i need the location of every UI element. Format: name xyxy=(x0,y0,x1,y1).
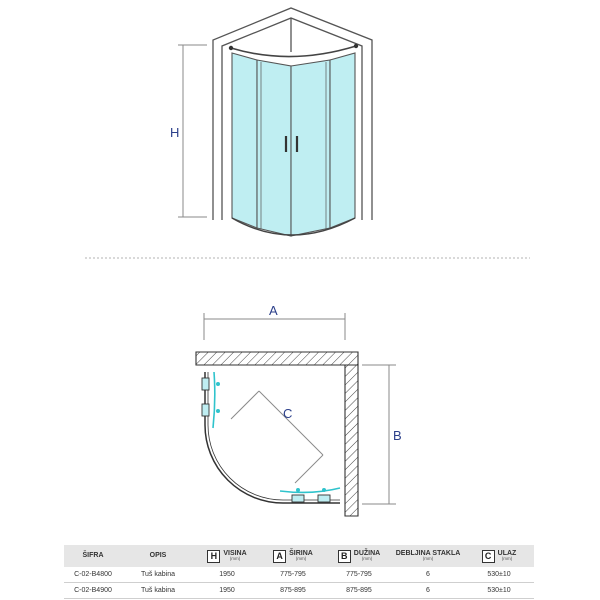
table-header-row xyxy=(64,545,534,567)
col-header-length: B DUŽINA (mm) xyxy=(326,545,392,567)
elevation-view xyxy=(170,8,372,236)
col-header-width: A ŠIRINA (mm) xyxy=(260,545,326,567)
entry-letter-icon: C xyxy=(482,550,495,563)
col-header-height: H VISINA (mm) xyxy=(194,545,260,567)
depth-label: B xyxy=(393,428,402,443)
rail-bracket-left xyxy=(229,46,233,50)
cell-entry: 530±10 xyxy=(464,567,534,583)
col-header-description: OPIS xyxy=(122,545,194,567)
top-rail xyxy=(231,46,356,57)
plan-view xyxy=(196,303,402,516)
height-letter-icon: H xyxy=(207,550,220,563)
glass-panel-left-fixed xyxy=(232,53,257,228)
enclosure-arc xyxy=(205,372,340,503)
height-label: H xyxy=(170,125,180,140)
entry-dimension xyxy=(231,391,323,483)
entry-label: C xyxy=(283,406,293,421)
cell-height: 1950 xyxy=(194,583,260,599)
depth-dimension xyxy=(362,365,396,504)
col-header-code: ŠIFRA xyxy=(64,545,122,567)
cell-length: 775-795 xyxy=(326,567,392,583)
cell-description: Tuš kabina xyxy=(122,583,194,599)
cell-width: 875-895 xyxy=(260,583,326,599)
door-knobs xyxy=(216,382,326,492)
rail-bracket-right xyxy=(354,44,358,48)
wall-right xyxy=(345,365,358,516)
cell-glass-thickness: 6 xyxy=(392,583,464,599)
cell-code: C-02-B4900 xyxy=(64,583,122,599)
cell-length: 875-895 xyxy=(326,583,392,599)
glass-panels xyxy=(232,53,355,236)
table-row xyxy=(64,583,534,599)
cell-height: 1950 xyxy=(194,567,260,583)
height-dimension xyxy=(178,45,207,217)
width-letter-icon: A xyxy=(273,550,286,563)
cell-code: C-02-B4800 xyxy=(64,567,122,583)
cell-entry: 530±10 xyxy=(464,583,534,599)
sliding-door-bottom xyxy=(280,488,340,492)
table-row xyxy=(64,567,534,583)
sliding-door-left xyxy=(213,372,215,428)
col-header-glass-thickness: DEBLJINA STAKLA (mm) xyxy=(392,545,464,567)
wall-top xyxy=(196,352,358,365)
cell-description: Tuš kabina xyxy=(122,567,194,583)
roller-fittings xyxy=(202,378,330,502)
width-label: A xyxy=(269,303,278,318)
length-letter-icon: B xyxy=(338,550,351,563)
glass-panel-right-fixed xyxy=(330,53,355,228)
cell-glass-thickness: 6 xyxy=(392,567,464,583)
spec-table xyxy=(64,545,534,599)
cell-width: 775-795 xyxy=(260,567,326,583)
col-header-entry: C ULAZ (mm) xyxy=(464,545,534,567)
